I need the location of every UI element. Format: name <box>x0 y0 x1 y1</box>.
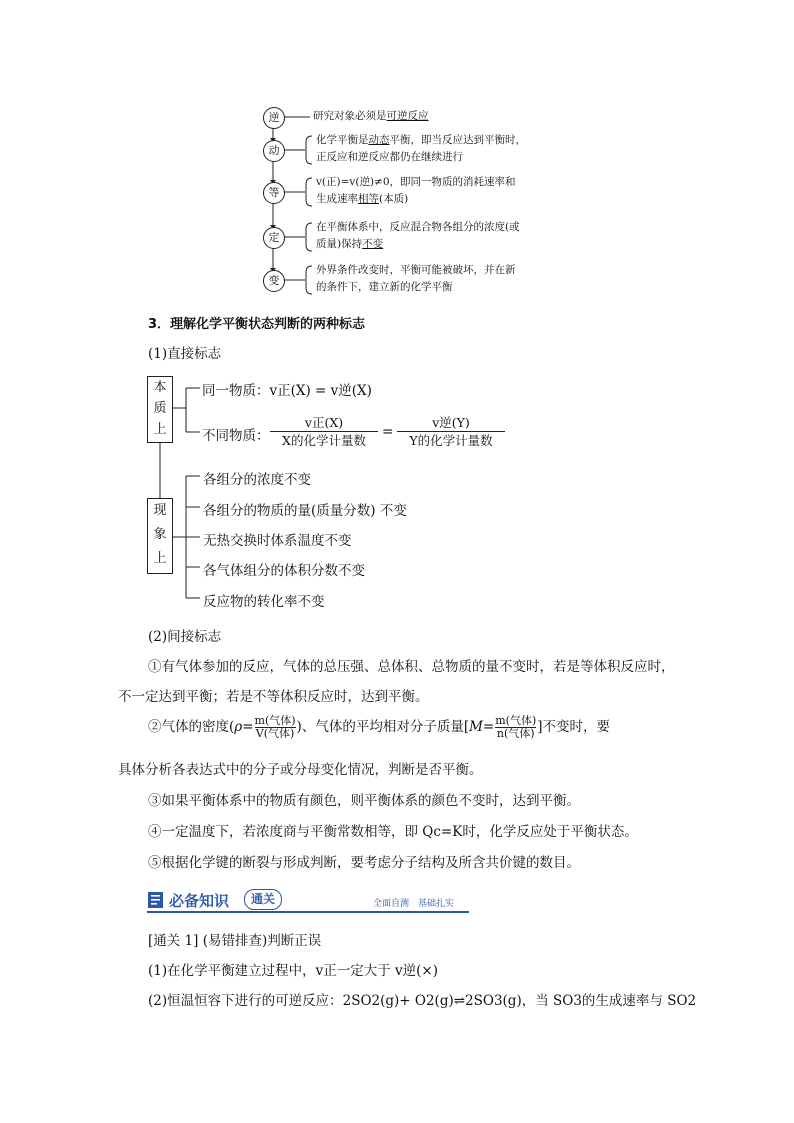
paragraph-2-line-2: 具体分析各表达式中的分子或分母变化情况，判断是否平衡。 <box>118 762 483 778</box>
indirect-indicator-title: (2)间接标志 <box>148 629 222 645</box>
paragraph-5: ⑤根据化学键的断裂与形成判断，要考虑分子结构及所含共价键的数目。 <box>148 855 580 871</box>
note-fixed: 在平衡体系中，反应混合物各组分的浓度(或 质量)保持不变 <box>316 221 520 250</box>
fraction-forward: v正(X) X的化学计量数 <box>270 415 378 448</box>
paragraph-1-line-1: ①有气体参加的反应，气体的总压强、总体积、总物质的量不变时，若是等体积反应时， <box>148 659 675 675</box>
fraction-reverse: v逆(Y) Y的化学计量数 <box>397 415 505 448</box>
indicator-diagram-lines <box>0 360 794 620</box>
phenomenon-item: 无热交换时体系温度不变 <box>203 533 352 549</box>
phenomenon-box: 现 象 上 <box>147 498 173 574</box>
molar-mass-fraction: m(气体) n(气体) <box>495 714 537 740</box>
paragraph-2-line-1: ②气体的密度(ρ= m(气体) V(气体) )、气体的平均相对分子质量[M= m(气体) n(气体) ]不变时，要 <box>148 714 611 740</box>
question-1: (1)在化学平衡建立过程中，v正一定大于 v逆(×) <box>148 963 439 979</box>
notebook-icon <box>147 891 165 909</box>
essence-box: 本 质 上 <box>147 376 173 443</box>
char-dynamic-circle: 动 <box>263 140 285 162</box>
gate-1-title: [通关 1] (易错排查)判断正误 <box>148 933 322 949</box>
phenomenon-item: 各气体组分的体积分数不变 <box>203 563 365 579</box>
same-substance-row: 同一物质：v正(X) = v逆(X) <box>202 383 372 399</box>
note-dynamic: 化学平衡是动态平衡，即当反应达到平衡时， 正反应和逆反应都仍在继续进行 <box>316 134 526 163</box>
fraction-equals: = <box>382 424 394 440</box>
phenomenon-item: 各组分的浓度不变 <box>203 472 311 488</box>
section-3-title: 3．理解化学平衡状态判断的两种标志 <box>148 317 366 332</box>
char-change-circle: 变 <box>263 270 285 292</box>
phenomenon-item: 反应物的转化率不变 <box>203 594 325 610</box>
same-substance-formula: v正(X) = v逆(X) <box>269 383 372 399</box>
banner-badge: 通关 <box>244 889 282 910</box>
density-fraction: m(气体) V(气体) <box>254 714 296 740</box>
banner-subtitle: 全面自测 基础扎实 <box>373 899 455 909</box>
direct-indicator-title: (1)直接标志 <box>148 346 222 362</box>
char-reverse-circle: 逆 <box>263 107 285 129</box>
phenomenon-item: 各组分的物质的量(质量分数) 不变 <box>203 503 407 519</box>
section-banner <box>147 888 469 914</box>
question-2: (2)恒温恒容下进行的可逆反应：2SO2(g)+ O2(g)⇌2SO3(g)，当 SO3的生成速率与 SO2 <box>148 993 697 1009</box>
paragraph-3: ③如果平衡体系中的物质有颜色，则平衡体系的颜色不变时，达到平衡。 <box>148 793 580 809</box>
note-reverse: 研究对象必须是可逆反应 <box>313 110 429 122</box>
char-equal-circle: 等 <box>263 182 285 204</box>
paragraph-1-line-2: 不一定达到平衡；若是不等体积反应时，达到平衡。 <box>118 689 429 705</box>
banner-title: 必备知识 <box>169 892 230 910</box>
note-equal: v(正)=v(逆)≠0，即同一物质的消耗速率和 生成速率相等(本质) <box>316 176 516 205</box>
note-change: 外界条件改变时，平衡可能被破坏，并在新 的条件下，建立新的化学平衡 <box>316 264 516 293</box>
char-fixed-circle: 定 <box>263 227 285 249</box>
paragraph-4: ④一定温度下，若浓度商与平衡常数相等，即 Qc=K时，化学反应处于平衡状态。 <box>148 824 638 840</box>
diff-substance-label: 不同物质： <box>202 428 270 444</box>
banner-underline <box>147 911 469 913</box>
